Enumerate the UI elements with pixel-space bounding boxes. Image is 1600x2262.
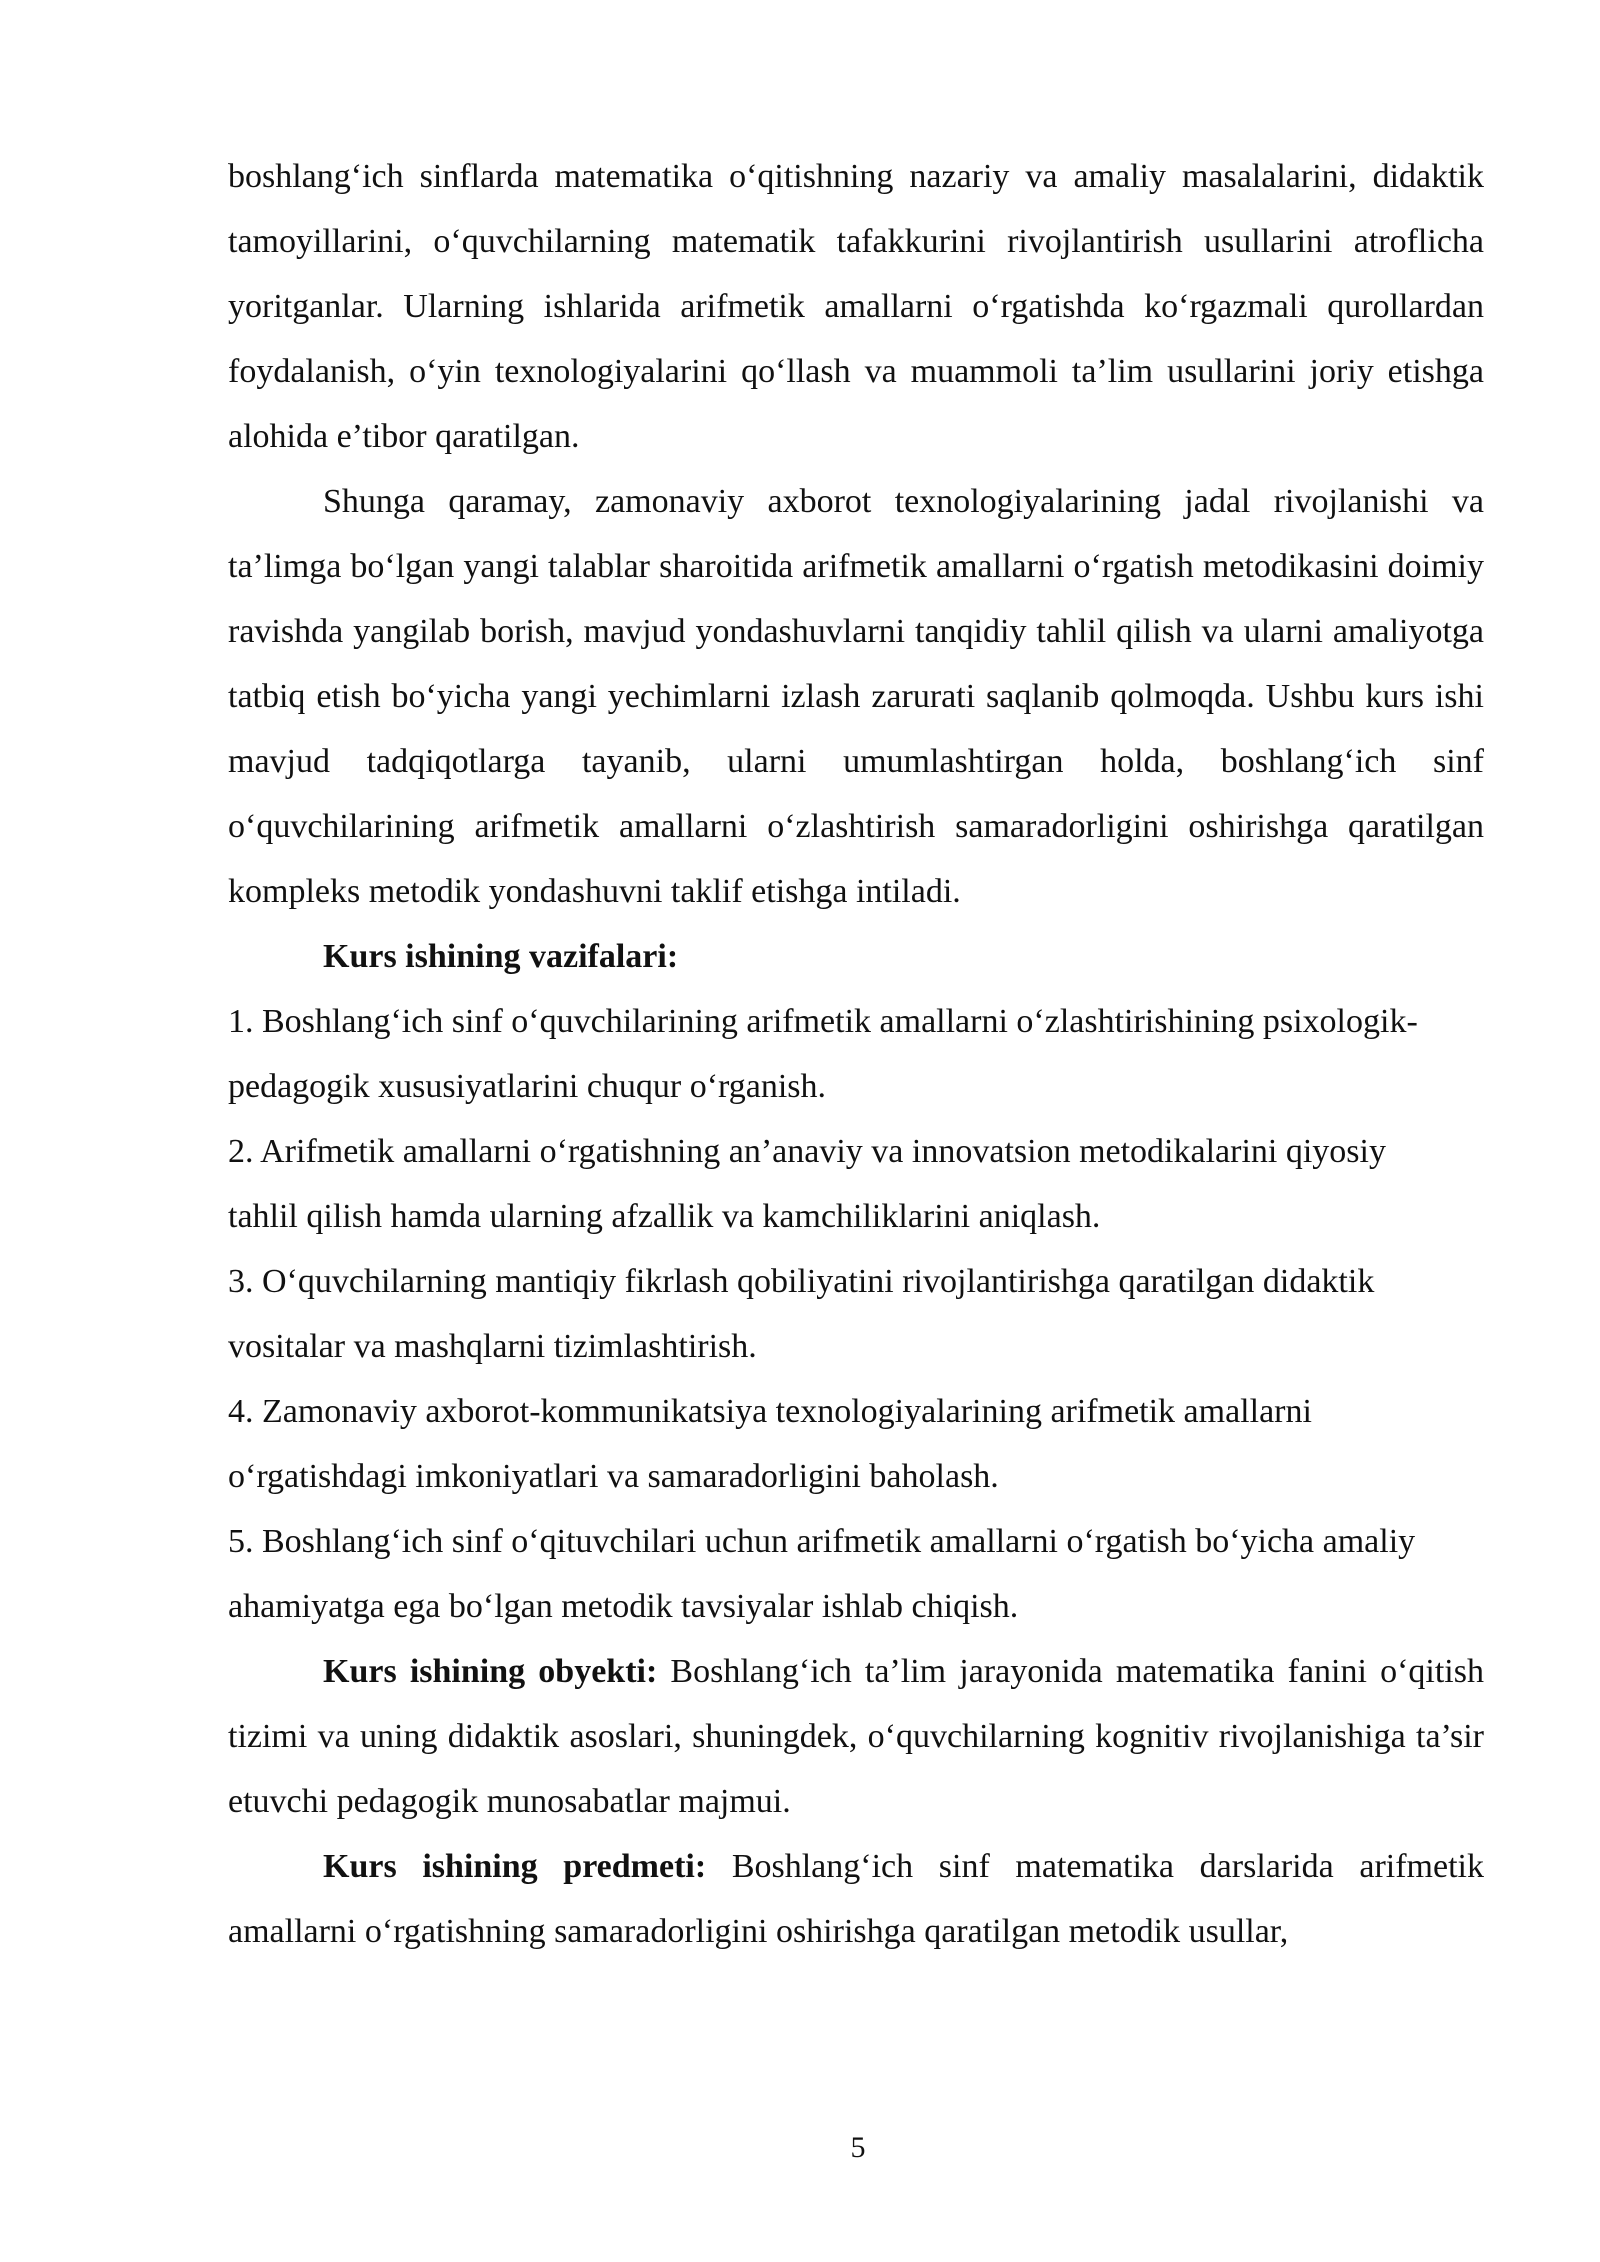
object-label: Kurs ishining obyekti:: [323, 1653, 658, 1690]
page-number: 5: [850, 2131, 866, 2164]
object-text: Boshlang‘ich ta’lim jarayonida matematika fanini o‘qitish tizimi va uning didaktik asoslari, shuningdek, o‘quvchilarning kognitiv rivojlanishiga ta’sir etuvchi pedagogik munosabatlar majmui.: [228, 1653, 1484, 1820]
task-item-4: [228, 1379, 1484, 1509]
paragraph-context: Shunga qaramay, zamonaviy axborot texnologiyalarining jadal rivojlanishi va ta’limga bo‘lgan yangi talablar sharoitida arifmetik amallarni o‘rgatish metodikasini doimiy ravishda yangilab borish, mavjud yondashuvlarni tanqidiy tahlil qilish va ularni amaliyotga tatbiq etish bo‘yicha yangi yechimlarni izlash zarurati saqlanib qolmoqda. Ushbu kurs ishi mavjud tadqiqotlarga tayanib, ularni umumlashtirgan holda, boshlang‘ich sinf o‘quvchilarining arifmetik amallarni o‘zlashtirish samaradorligini oshirishga qaratilgan kompleks metodik yondashuvni taklif etishga intiladi.: [228, 483, 1484, 910]
task-item-2: [228, 1119, 1484, 1249]
task-item-text: 2. Arifmetik amallarni o‘rgatishning an’anaviy va innovatsion metodikalarini qiyosiy tahlil qilish hamda ularning afzallik va kamchiliklarini aniqlash.: [228, 1133, 1386, 1235]
paragraph-subject: [228, 1834, 1484, 1964]
task-item-text: 4. Zamonaviy axborot-kommunikatsiya texnologiyalarining arifmetik amallarni o‘rgatishdagi imkoniyatlari va samaradorligini baholash.: [228, 1393, 1312, 1495]
subject-text: Boshlang‘ich sinf matematika darslarida arifmetik amallarni o‘rgatishning samaradorligini oshirishga qaratilgan metodik usullar,: [228, 1848, 1484, 1950]
paragraph-intro: boshlang‘ich sinflarda matematika o‘qitishning nazariy va amaliy masalalarini, didaktik tamoyillarini, o‘quvchilarning matematik tafakkurini rivojlantirish usullarini atroflicha yoritganlar. Ularning ishlarida arifmetik amallarni o‘rgatishda ko‘rgazmali qurollardan foydalanish, o‘yin texnologiyalarini qo‘llash va muammoli ta’lim usullarini joriy etishga alohida e’tibor qaratilgan.: [228, 158, 1484, 455]
task-item-text: 1. Boshlang‘ich sinf o‘quvchilarining arifmetik amallarni o‘zlashtirishining psixologik-pedagogik xususiyatlarini chuqur o‘rganish.: [228, 1003, 1418, 1105]
task-item-5: [228, 1509, 1484, 1639]
task-item-text: 3. O‘quvchilarning mantiqiy fikrlash qobiliyatini rivojlantirishga qaratilgan didaktik vositalar va mashqlarni tizimlashtirish.: [228, 1263, 1375, 1365]
task-item-1: [228, 989, 1484, 1119]
tasks-list: [228, 989, 1484, 1639]
document-body: [228, 144, 1484, 1964]
paragraph-object: [228, 1639, 1484, 1834]
task-item-text: 5. Boshlang‘ich sinf o‘qituvchilari uchun arifmetik amallarni o‘rgatish bo‘yicha amaliy ahamiyatga ega bo‘lgan metodik tavsiyalar ishlab chiqish.: [228, 1523, 1416, 1625]
subject-label: Kurs ishining predmeti:: [323, 1848, 707, 1885]
tasks-heading: Kurs ishining vazifalari:: [323, 938, 679, 975]
task-item-3: [228, 1249, 1484, 1379]
